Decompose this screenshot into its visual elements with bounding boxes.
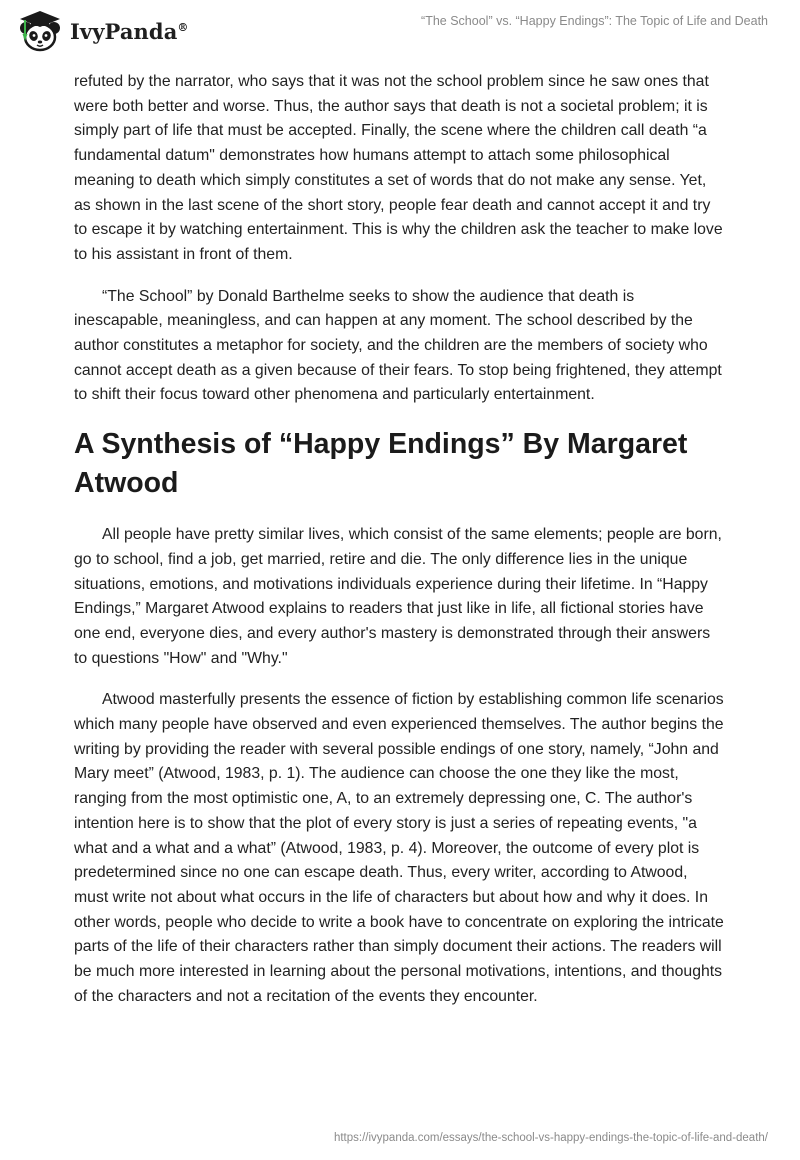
source-url[interactable]: https://ivypanda.com/essays/the-school-vs-happy-endings-the-topic-of-life-and-death/ [333,1132,768,1144]
essay-content [74,70,724,1027]
document-title: “The School” vs. “Happy Endings”: The Topic of Life and Death [421,14,768,28]
paragraph: All people have pretty similar lives, which consist of the same elements; people are born, go to school, find a job, get married, retire and die. The only difference lies in the unique situations, emotions, and motivations individuals experience during their lifetime. In “Happy Endings,” Margaret Atwood explains to readers that just like in life, all fictional stories have one end, everyone dies, and every author's mastery is demonstrated through their answers to questions "How" and "Why." [74,526,722,667]
paragraph-continued: refuted by the narrator, who says that it was not the school problem since he saw ones that were both better and worse. Thus, the author says that death is not a societal problem; it is simply part of life that must be accepted. Finally, the scene where the children call death “a fundamental datum" demonstrates how humans attempt to attach some philosophical meaning to death which simply constitutes a set of words that do not make any sense. Yet, as shown in the last scene of the short story, people fear death and cannot accept it and try to escape it by watching entertainment. This is why the children ask the teacher to make love to his assistant in front of them. [74,73,723,263]
section-heading: A Synthesis of “Happy Endings” By Margaret Atwood [74,428,688,500]
logo-text: IvyPanda® [70,18,189,44]
logo[interactable] [16,8,189,54]
registered-mark: ® [177,20,189,34]
page-header [0,0,800,64]
paragraph: “The School” by Donald Barthelme seeks to show the audience that death is inescapable, meaningless, and can happen at any moment. The school described by the author constitutes a metaphor for society, and the children are the members of society who cannot accept death as a given because of their fears. To stop being frightened, they attempt to shift their focus toward other phenomena and particularly entertainment. [74,287,722,404]
panda-graduation-cap-icon [16,8,64,54]
paragraph: Atwood masterfully presents the essence of fiction by establishing common life scenarios which many people have observed and even experienced themselves. The author begins the writing by providing the reader with several possible endings of one story, namely, “John and Mary meet” (Atwood, 1983, p. 1). The audience can choose the one they like the most, ranging from the most optimistic one, A, to an extremely depressing one, C. The author's intention here is to show that the plot of every story is just a series of repeating events, "a what and a what and a what” (Atwood, 1983, p. 4). Moreover, the outcome of every plot is predetermined since no one can escape death. Thus, every writer, according to Atwood, must write not about what occurs in the life of characters but about how and why it does. In other words, people who decide to write a book have to concentrate on exploring the intricate parts of the life of their characters rather than simply document their actions. The readers will be much more interested in learning about the personal motivations, intentions, and thoughts of the characters and not a recitation of the events they encounter. [74,691,724,1005]
